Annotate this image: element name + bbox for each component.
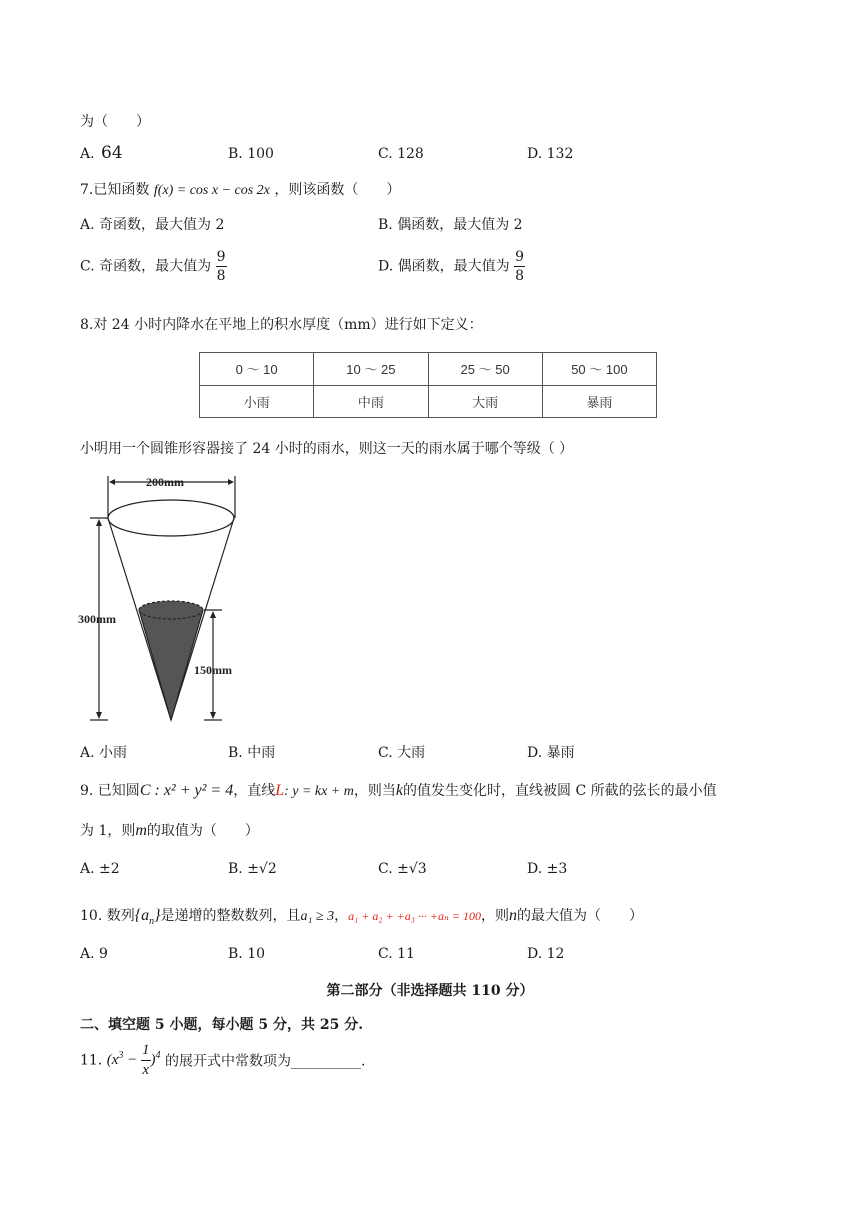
q6-option-a-label: A. bbox=[80, 146, 95, 162]
q9-option-a: A. ±2 bbox=[80, 861, 120, 877]
q10-option-c: C. 11 bbox=[378, 946, 415, 962]
table-cell: 10 ～ 25 bbox=[314, 353, 428, 386]
q9-suffix: 的值发生变化时，直线被圆 C 所截的弦长的最小值 bbox=[403, 783, 717, 799]
q8-option-b: B. 中雨 bbox=[228, 745, 276, 761]
q7-prefix: 7.已知函数 bbox=[80, 182, 150, 198]
q9-k: k bbox=[395, 782, 404, 799]
q10-mid1: 是递增的整数数列，且 bbox=[160, 908, 301, 924]
q7-option-d-text: D. 偶函数，最大值为 bbox=[378, 258, 510, 275]
q9-prefix: 9. 已知圆 bbox=[80, 783, 140, 799]
q9-option-d: D. ±3 bbox=[527, 861, 568, 877]
arrowhead bbox=[228, 479, 234, 485]
q10-option-b: B. 10 bbox=[228, 946, 266, 962]
fraction-denominator: 8 bbox=[216, 268, 226, 284]
table-row bbox=[200, 353, 657, 386]
q9-m: m bbox=[135, 822, 147, 839]
q11-suffix: 的展开式中常数项为__________. bbox=[164, 1053, 366, 1070]
q10-mid2: ，则 bbox=[480, 908, 509, 924]
q7-option-a: A. 奇函数，最大值为 2 bbox=[80, 217, 225, 233]
fraction-denominator: x bbox=[142, 1062, 150, 1078]
q9-line2-prefix: 为 1，则 bbox=[80, 823, 136, 839]
fraction-numerator: 9 bbox=[515, 249, 525, 265]
q9-stem-line2 bbox=[80, 820, 259, 840]
q8-question: 小明用一个圆锥形容器接了 24 小时的雨水，则这一天的雨水属于哪个等级（ ） bbox=[80, 441, 574, 457]
cone-container-figure bbox=[78, 470, 258, 730]
figure-label-left: 300mm bbox=[78, 612, 116, 626]
water-surface bbox=[139, 601, 203, 619]
q6-option-a-value: 64 bbox=[101, 143, 123, 163]
q10-suffix: 的最大值为（ ） bbox=[516, 908, 643, 924]
q7-option-c bbox=[80, 250, 227, 283]
q10-option-a: A. 9 bbox=[80, 946, 108, 962]
figure-label-right: 150mm bbox=[194, 663, 232, 677]
section2-title: 二、填空题 5 小题，每小题 5 分，共 25 分. bbox=[80, 1017, 364, 1033]
q9-mid2: ，则当 bbox=[353, 783, 396, 799]
q6-option-c: C. 128 bbox=[378, 146, 424, 162]
q9-option-c: C. ±√3 bbox=[378, 861, 427, 877]
table-row bbox=[200, 385, 657, 418]
q9-line2-suffix: 的取值为（ ） bbox=[146, 823, 259, 839]
q11-expr-power: 4 bbox=[155, 1049, 161, 1061]
arrowhead bbox=[210, 611, 216, 618]
q10-option-d: D. 12 bbox=[527, 946, 565, 962]
q9-option-b: B. ±√2 bbox=[228, 861, 277, 877]
q10-sequence bbox=[134, 907, 161, 928]
q11-expr-open: (x bbox=[106, 1051, 119, 1068]
q10-prefix: 10. 数列 bbox=[80, 908, 135, 924]
q9-line-name: L bbox=[275, 782, 285, 799]
q7-option-c-fraction bbox=[216, 250, 227, 283]
q7-suffix: ，则该函数（ ） bbox=[274, 182, 401, 198]
part2-title: 第二部分（非选择题共 110 分） bbox=[326, 983, 534, 999]
q7-stem bbox=[80, 179, 400, 199]
q6-tail: 为（ ） bbox=[80, 114, 150, 130]
q7-option-d-fraction bbox=[514, 250, 525, 283]
q9-mid1: ，直线 bbox=[233, 783, 276, 799]
q10-n: n bbox=[508, 907, 517, 924]
fraction-denominator: 8 bbox=[515, 268, 525, 284]
q7-option-b: B. 偶函数，最大值为 2 bbox=[378, 217, 523, 233]
q11-stem bbox=[80, 1043, 365, 1078]
q10-seq-sub: n bbox=[149, 916, 155, 928]
q7-option-d bbox=[378, 250, 525, 283]
table-cell: 大雨 bbox=[428, 385, 542, 418]
q6-option-b: B. 100 bbox=[228, 146, 274, 162]
table-cell: 中雨 bbox=[314, 385, 428, 418]
table-cell: 0 ～ 10 bbox=[200, 353, 314, 386]
q9-circle-equation: C : x² + y² = 4 bbox=[139, 782, 234, 799]
q10-comma: ， bbox=[334, 908, 349, 924]
q8-option-c: C. 大雨 bbox=[378, 745, 426, 761]
figure-label-top: 200mm bbox=[146, 475, 184, 489]
q11-expr-close: ) bbox=[150, 1051, 156, 1068]
q9-stem-line1 bbox=[80, 780, 717, 800]
arrowhead bbox=[96, 519, 102, 526]
q8-stem: 8.对 24 小时内降水在平地上的积水厚度（mm）进行如下定义： bbox=[80, 317, 483, 333]
q11-expression bbox=[106, 1042, 161, 1078]
q9-line-equation: : y = kx + m bbox=[284, 784, 354, 799]
q8-option-a: A. 小雨 bbox=[80, 745, 128, 761]
fraction-numerator: 9 bbox=[216, 249, 226, 265]
q7-function: f(x) = cos x − cos 2x bbox=[153, 183, 270, 198]
q10-seq-close: } bbox=[154, 907, 161, 924]
q11-expr-minus: − bbox=[123, 1051, 141, 1068]
q10-condition: a₁ ≥ 3 bbox=[300, 909, 335, 924]
q11-expr-exp: 3 bbox=[118, 1049, 124, 1061]
q6-option-d: D. 132 bbox=[527, 146, 574, 162]
arrowhead bbox=[109, 479, 115, 485]
rain-level-table bbox=[199, 352, 657, 418]
q10-sum-equation: a₁ + a₂ + +a₃ ··· +aₙ = 100 bbox=[348, 909, 481, 923]
table-cell: 小雨 bbox=[200, 385, 314, 418]
arrowhead bbox=[96, 712, 102, 719]
table-cell: 50 ～ 100 bbox=[542, 353, 656, 386]
q11-fraction bbox=[141, 1043, 151, 1078]
q11-number: 11. bbox=[80, 1052, 103, 1069]
fraction-numerator: 1 bbox=[141, 1043, 151, 1061]
cone-rim bbox=[108, 500, 234, 536]
table-cell: 暴雨 bbox=[542, 385, 656, 418]
arrowhead bbox=[210, 712, 216, 719]
q10-stem bbox=[80, 905, 643, 927]
table-cell: 25 ～ 50 bbox=[428, 353, 542, 386]
q7-option-c-text: C. 奇函数，最大值为 bbox=[80, 258, 212, 275]
q8-option-d: D. 暴雨 bbox=[527, 745, 575, 761]
q10-seq-open: {a bbox=[134, 907, 150, 924]
